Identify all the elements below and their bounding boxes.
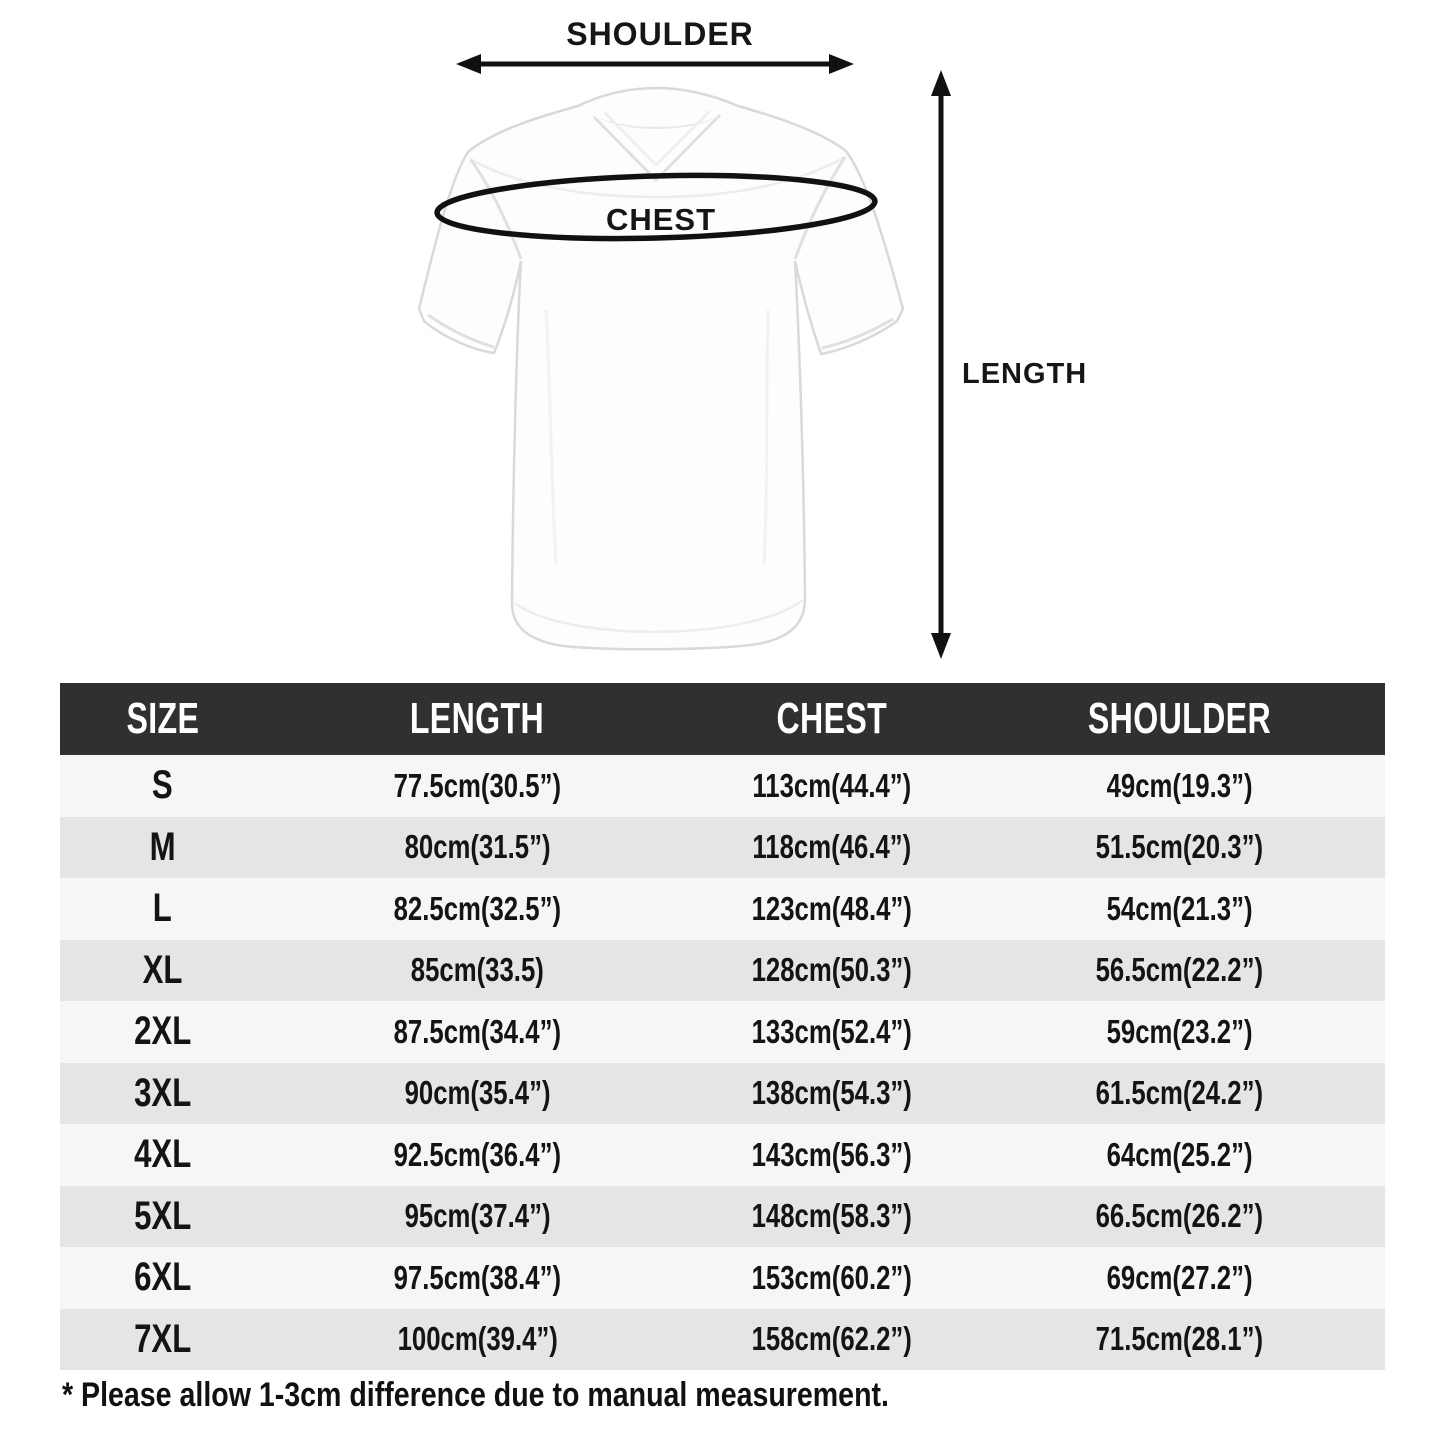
- cell-chest: [689, 1320, 974, 1358]
- table-row: [60, 1309, 1385, 1371]
- cell-size: [60, 1009, 265, 1054]
- cell-size-value: M: [149, 824, 176, 869]
- cell-shoulder-value: 51.5cm(20.3”): [1095, 828, 1264, 866]
- cell-size-value: 7XL: [134, 1316, 192, 1361]
- cell-chest-value: 123cm(48.4”): [751, 889, 912, 927]
- table-row: [60, 1247, 1385, 1309]
- cell-shoulder: [974, 1136, 1385, 1174]
- cell-shoulder-value: 59cm(23.2”): [1106, 1012, 1253, 1050]
- cell-size-value: 6XL: [134, 1255, 192, 1300]
- tshirt-image: [419, 88, 903, 649]
- cell-chest: [689, 1197, 974, 1235]
- cell-chest-value: 128cm(50.3”): [751, 951, 912, 989]
- header-cell-size: [60, 694, 265, 744]
- table-row: [60, 1001, 1385, 1063]
- cell-chest-value: 133cm(52.4”): [751, 1012, 912, 1050]
- cell-size: [60, 763, 265, 808]
- cell-shoulder: [974, 767, 1385, 805]
- cell-size-value: 3XL: [134, 1070, 192, 1115]
- table-row: [60, 878, 1385, 940]
- cell-size-value: XL: [142, 947, 183, 992]
- cell-length-value: 85cm(33.5): [410, 951, 544, 989]
- cell-length-value: 90cm(35.4”): [404, 1074, 551, 1112]
- length-label: LENGTH: [962, 358, 1088, 390]
- cell-chest-value: 153cm(60.2”): [751, 1258, 912, 1296]
- header-cell-shoulder: [974, 694, 1385, 744]
- cell-size: [60, 886, 265, 931]
- cell-size: [60, 1317, 265, 1362]
- cell-length: [265, 1013, 689, 1051]
- cell-length: [265, 890, 689, 928]
- cell-shoulder-value: 71.5cm(28.1”): [1095, 1320, 1264, 1358]
- cell-length: [265, 1074, 689, 1112]
- tshirt-illustration: [0, 0, 1445, 683]
- size-table-body: [60, 755, 1385, 1370]
- cell-chest: [689, 1259, 974, 1297]
- cell-shoulder: [974, 828, 1385, 866]
- cell-chest: [689, 1013, 974, 1051]
- header-length-label: LENGTH: [410, 694, 545, 743]
- size-table-header: [60, 683, 1385, 755]
- cell-length: [265, 951, 689, 989]
- table-row: [60, 817, 1385, 879]
- header-shoulder-label: SHOULDER: [1088, 694, 1272, 743]
- cell-chest: [689, 828, 974, 866]
- cell-shoulder-value: 49cm(19.3”): [1106, 766, 1253, 804]
- cell-chest: [689, 1074, 974, 1112]
- cell-size: [60, 1255, 265, 1300]
- header-cell-length: [265, 694, 689, 744]
- cell-shoulder-value: 61.5cm(24.2”): [1095, 1074, 1264, 1112]
- table-row: [60, 940, 1385, 1002]
- cell-chest: [689, 951, 974, 989]
- cell-shoulder: [974, 951, 1385, 989]
- cell-shoulder: [974, 1013, 1385, 1051]
- cell-size: [60, 1194, 265, 1239]
- cell-size-value: 2XL: [134, 1009, 192, 1054]
- header-size-label: SIZE: [126, 694, 200, 743]
- cell-size-value: 4XL: [134, 1132, 192, 1177]
- cell-shoulder-value: 69cm(27.2”): [1106, 1258, 1253, 1296]
- cell-shoulder: [974, 1074, 1385, 1112]
- table-row: [60, 755, 1385, 817]
- length-arrow-icon: [931, 70, 951, 659]
- cell-size: [60, 825, 265, 870]
- cell-size-value: L: [153, 886, 173, 931]
- shoulder-label: SHOULDER: [566, 16, 754, 52]
- cell-shoulder-value: 64cm(25.2”): [1106, 1135, 1253, 1173]
- cell-length-value: 97.5cm(38.4”): [393, 1258, 562, 1296]
- cell-size: [60, 948, 265, 993]
- measurement-footnote: [62, 1376, 1046, 1415]
- header-cell-chest: [689, 694, 974, 744]
- cell-length-value: 95cm(37.4”): [404, 1197, 551, 1235]
- cell-size-value: S: [152, 763, 174, 808]
- cell-chest-value: 148cm(58.3”): [751, 1197, 912, 1235]
- cell-chest-value: 158cm(62.2”): [751, 1320, 912, 1358]
- cell-shoulder-value: 54cm(21.3”): [1106, 889, 1253, 927]
- cell-shoulder-value: 56.5cm(22.2”): [1095, 951, 1264, 989]
- cell-chest-value: 138cm(54.3”): [751, 1074, 912, 1112]
- cell-chest: [689, 767, 974, 805]
- cell-chest-value: 143cm(56.3”): [751, 1135, 912, 1173]
- header-chest-label: CHEST: [776, 694, 888, 743]
- cell-length-value: 77.5cm(30.5”): [393, 766, 562, 804]
- cell-chest-value: 113cm(44.4”): [752, 766, 912, 804]
- cell-shoulder: [974, 1320, 1385, 1358]
- cell-size: [60, 1071, 265, 1116]
- table-row: [60, 1124, 1385, 1186]
- cell-shoulder: [974, 890, 1385, 928]
- cell-shoulder: [974, 1259, 1385, 1297]
- cell-chest-value: 118cm(46.4”): [752, 828, 912, 866]
- measurement-diagram: [0, 0, 1445, 683]
- size-table: [60, 683, 1385, 1370]
- table-row: [60, 1186, 1385, 1248]
- cell-shoulder-value: 66.5cm(26.2”): [1095, 1197, 1264, 1235]
- cell-size-value: 5XL: [134, 1193, 192, 1238]
- cell-chest: [689, 1136, 974, 1174]
- cell-shoulder: [974, 1197, 1385, 1235]
- footnote-text: * Please allow 1-3cm difference due to manual measurement.: [62, 1376, 889, 1414]
- cell-size: [60, 1132, 265, 1177]
- cell-length: [265, 828, 689, 866]
- cell-chest: [689, 890, 974, 928]
- cell-length-value: 87.5cm(34.4”): [393, 1012, 562, 1050]
- cell-length: [265, 767, 689, 805]
- table-row: [60, 1063, 1385, 1125]
- chest-label: CHEST: [605, 202, 717, 237]
- cell-length-value: 80cm(31.5”): [404, 828, 551, 866]
- shoulder-arrow-icon: [456, 54, 854, 74]
- cell-length: [265, 1136, 689, 1174]
- cell-length: [265, 1259, 689, 1297]
- cell-length: [265, 1320, 689, 1358]
- cell-length: [265, 1197, 689, 1235]
- cell-length-value: 82.5cm(32.5”): [393, 889, 562, 927]
- cell-length-value: 100cm(39.4”): [397, 1320, 558, 1358]
- cell-length-value: 92.5cm(36.4”): [393, 1135, 562, 1173]
